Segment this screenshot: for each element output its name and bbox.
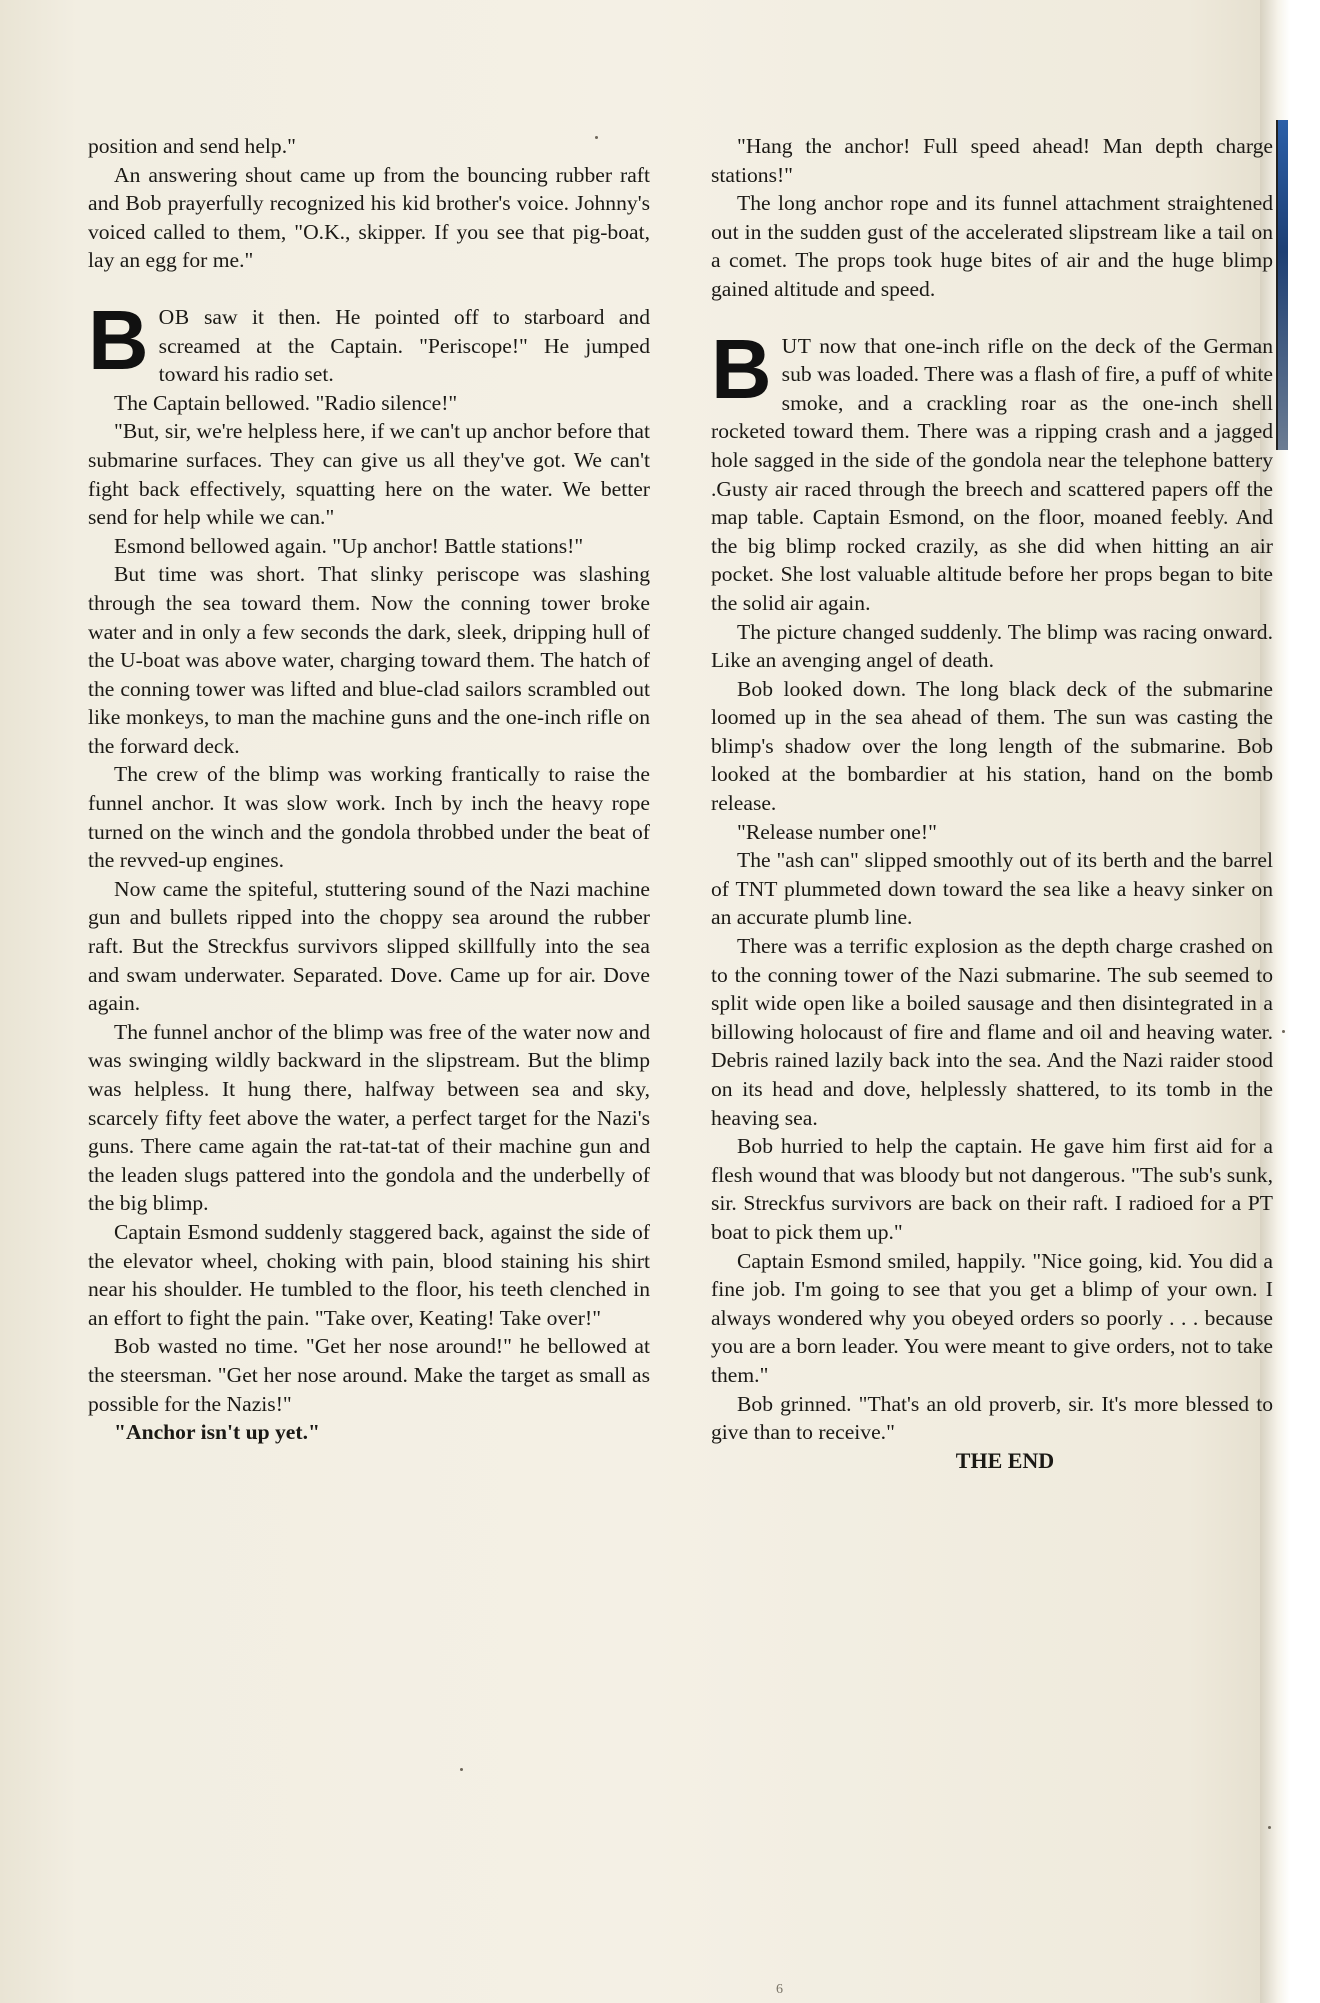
paragraph-text: now that one-inch rifle on the deck of the German sub was loaded. There was a flash of fire, a puff of white smoke, and a crackling roar as the one-inch shell rocketed toward them. There was a ripping crash and a jagged hole sagged in the side of the gondola near the telephone battery .Gusty air raced through the breech and scattered papers off the map table. Captain Esmond, on the floor, moaned feebly. And the big blimp rocked crazily, as she did when hitting an air pocket. She lost valuable altitude before her props began to bite the solid air again. [711,333,1273,615]
paragraph: There was a terrific explosion as the depth charge crashed on to the conning tower of the Nazi submarine. The sub seemed to split wide open like a boiled sausage and then disintegrated in a billowing holocaust of fire and flame and oil and heaving water. Debris rained lazily back into the sea. And the Nazi raider stood on its head and dove, helplessly shattered, to its tomb in the heaving sea. [711,934,1273,1130]
paragraph: "But, sir, we're helpless here, if we can't up anchor before that submarine surfaces. They can give us all they've got. We can't fight back effectively, squatting here on the water. We better send for help while we can." [88,419,650,530]
paragraph: Bob grinned. "That's an old proverb, sir. It's more blessed to give than to receive." [711,1391,1273,1445]
adjacent-page-art [1276,120,1288,450]
paragraph: The crew of the blimp was working frantically to raise the funnel anchor. It was slow work. Inch by inch the heavy rope turned on the winch and the gondola throbbed under the beat of the revved-up engines. [88,762,650,873]
paragraph-text: saw it then. He pointed off to starboard and screamed at the Captain. "Periscope!" He jumped toward his radio set. [158,304,650,387]
paragraph: Bob hurried to help the captain. He gave him first aid for a flesh wound that was bloody but not dangerous. "The sub's sunk, sir. Streckfus survivors are back on their raft. I radioed for a PT boat to pick them up." [711,1134,1273,1244]
paragraph: "Release number one!" [737,819,937,844]
paragraph: But time was short. That slinky periscope was slashing through the sea toward them. Now the conning tower broke water and in only a few seconds the dark, sleek, dripping hull of the U-boat was above water, charging toward them. The hatch of the conning tower was lifted and blue-clad sailors scrambled out like monkeys, to man the machine guns and the one-inch rifle on the forward deck. [88,562,650,758]
paragraph: The Captain bellowed. "Radio silence!" [114,390,458,415]
paragraph: Esmond bellowed again. "Up anchor! Battle stations!" [114,533,584,558]
paragraph: The picture changed suddenly. The blimp was racing onward. Like an avenging angel of death. [711,619,1273,673]
paragraph: The "ash can" slipped smoothly out of its berth and the barrel of TNT plummeted down toward the sea like a heavy sinker on an accurate plumb line. [711,848,1273,930]
lead-caps: OB [158,304,190,329]
drop-cap: B [711,321,772,416]
the-end-label: THE END [955,1447,1055,1473]
paragraph: Bob looked down. The long black deck of the submarine loomed up in the sea ahead of them. The sun was casting the blimp's shadow over the long length of the submarine. Bob looked at the bombardier at his station, hand on the bomb release. [711,676,1273,816]
print-speck [1268,1826,1271,1829]
paragraph: An answering shout came up from the bouncing rubber raft and Bob prayerfully recognized his kid brother's voice. Johnny's voiced called to them, "O.K., skipper. If you see that pig-boat, lay an egg for me." [88,162,650,273]
page-number: 6 [776,1982,783,1997]
drop-cap: B [88,292,149,387]
paragraph: Bob wasted no time. "Get her nose around!" he bellowed at the steersman. "Get her nose around. Make the target as small as possible for the Nazis!" [88,1334,650,1416]
lead-caps: UT [781,333,812,358]
paragraph: position and send help." [88,134,296,158]
paragraph-dropcap [711,321,1273,618]
right-text-column [711,132,1273,1475]
paragraph: Captain Esmond suddenly staggered back, against the side of the elevator wheel, choking with pain, blood staining his shirt near his shoulder. He tumbled to the floor, his teeth clenched in an effort to fight the pain. "Take over, Keating! Take over!" [88,1219,650,1330]
paragraph: The long anchor rope and its funnel attachment straightened out in the sudden gust of the accelerated slipstream like a tail on a comet. The props took huge bites of air and the huge blimp gained altitude and speed. [711,191,1273,301]
paragraph-dropcap [88,292,650,389]
paragraph: Now came the spiteful, stuttering sound of the Nazi machine gun and bullets ripped into the choppy sea around the rubber raft. But the Streckfus survivors slipped skillfully into the sea and swam underwater. Separated. Dove. Came up for air. Dove again. [88,876,650,1016]
print-speck [1282,1030,1285,1033]
print-speck [460,1768,463,1771]
paragraph: Captain Esmond smiled, happily. "Nice going, kid. You did a fine job. I'm going to see that you get a blimp of your own. I always wondered why you obeyed orders so poorly . . . because you are a born leader. You were meant to give orders, not to take them." [711,1248,1273,1387]
paragraph: "Anchor isn't up yet." [114,1420,320,1445]
print-speck [595,136,598,139]
paragraph: The funnel anchor of the blimp was free of the water now and was swinging wildly backward in the slipstream. But the blimp was helpless. It hung there, halfway between sea and sky, scarcely fifty feet above the water, a perfect target for the Nazi's guns. There came again the rat-tat-tat of their machine gun and the leaden slugs pattered into the gondola and the underbelly of the big blimp. [88,1019,650,1216]
left-text-column [88,132,650,1447]
paragraph: "Hang the anchor! Full speed ahead! Man depth charge stations!" [711,134,1273,187]
